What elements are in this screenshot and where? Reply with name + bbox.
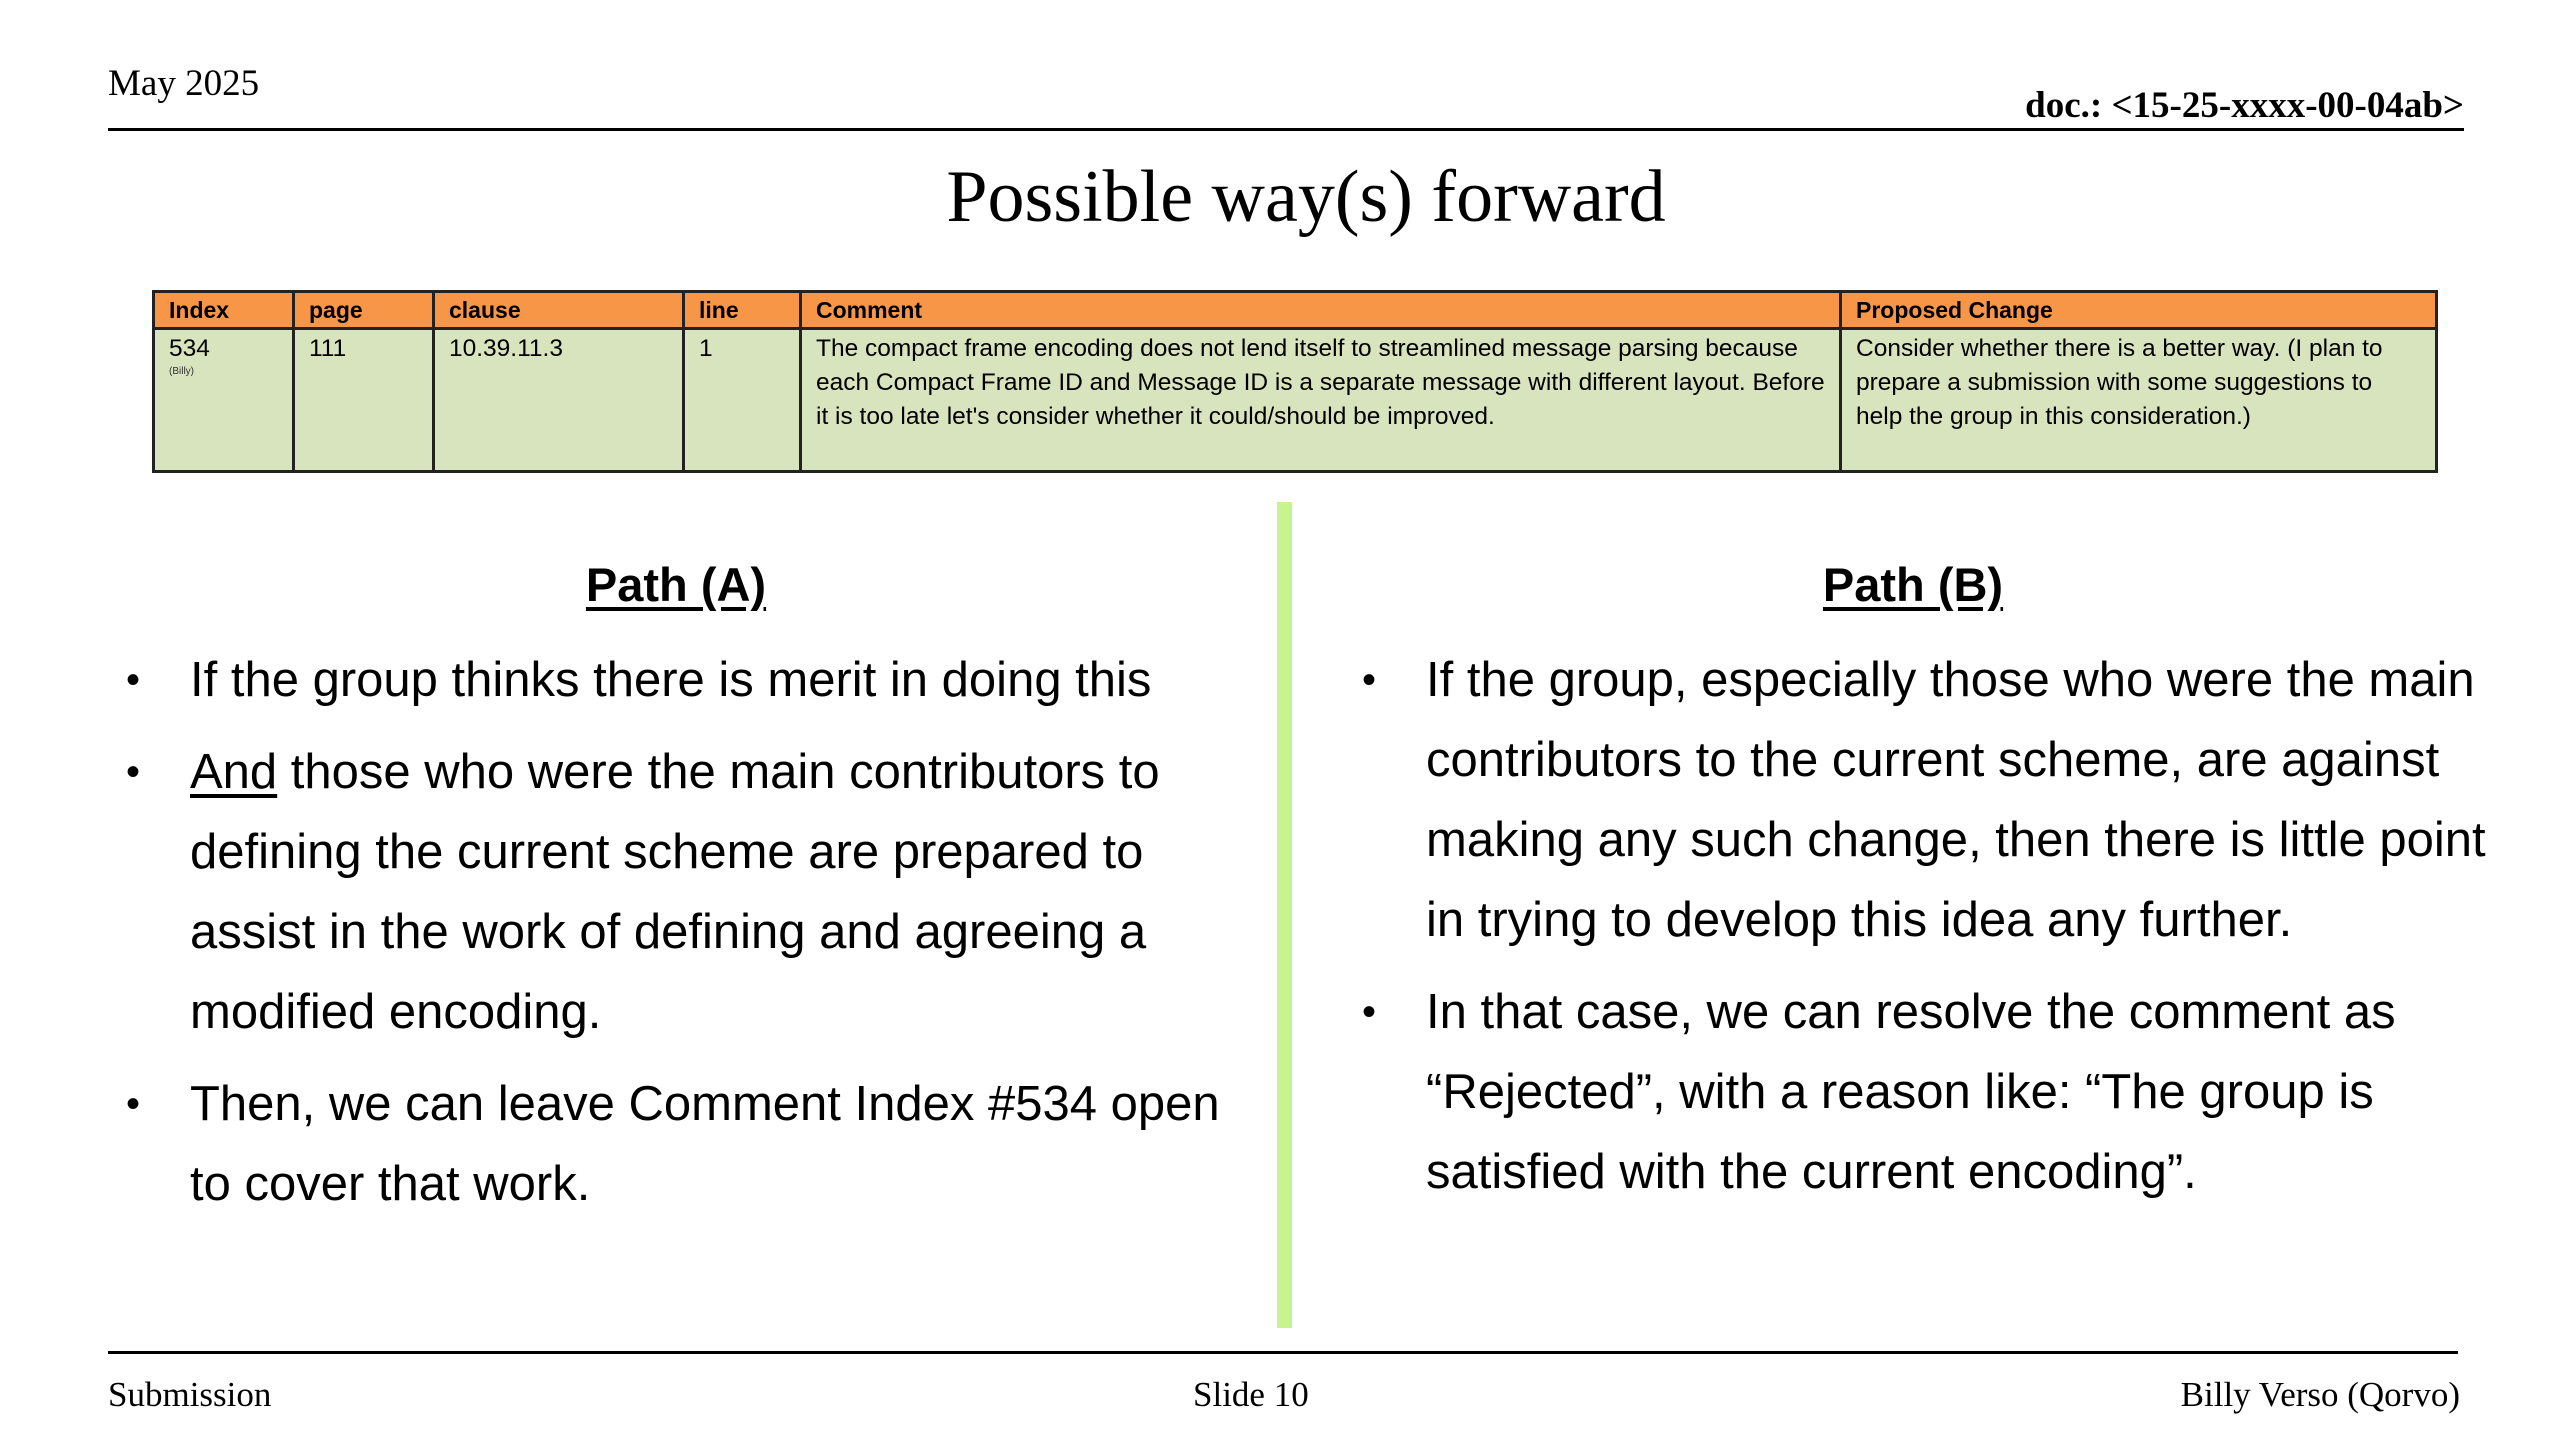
list-item	[108, 732, 1258, 1052]
footer-slide-number: Slide 10	[1193, 1375, 1309, 1414]
cell-proposed-change: Consider whether there is a better way. (I plan to prepare a submission with some suggestions to help the group in this consideration.)	[1841, 329, 2437, 472]
footer-author: Billy Verso (Qorvo)	[2180, 1375, 2460, 1414]
comment-table	[152, 290, 2438, 473]
header-divider	[108, 128, 2464, 131]
bullet-icon: •	[1362, 990, 1377, 1034]
path-b-heading: Path (B)	[1822, 558, 2004, 611]
bullet-text: If the group, especially those who were the main contributors to the current scheme, are against making any such change, then there is little point in trying to develop this idea any further.	[1426, 653, 2486, 947]
cell-page: 111	[294, 329, 434, 472]
column-divider	[1277, 502, 1292, 1328]
bullet-icon: •	[126, 1082, 141, 1126]
path-a-bullet-list	[108, 640, 1258, 1236]
cell-index-value: 534	[169, 335, 210, 362]
footer-divider	[108, 1351, 2458, 1354]
slide-title: Possible way(s) forward	[946, 156, 1666, 238]
path-a-heading: Path (A)	[585, 558, 767, 611]
table-row	[154, 329, 2437, 472]
bullet-text: In that case, we can resolve the comment as “Rejected”, with a reason like: “The group is satisfied with the current encoding”.	[1426, 985, 2396, 1199]
cell-clause: 10.39.11.3	[434, 329, 684, 472]
table-header-proposed-change: Proposed Change	[1841, 292, 2437, 329]
table-header-line: line	[684, 292, 801, 329]
footer-submission: Submission	[108, 1375, 272, 1414]
path-b-bullet-list	[1344, 640, 2494, 1224]
header-date: May 2025	[108, 63, 260, 104]
list-item	[108, 1064, 1258, 1224]
cell-line: 1	[684, 329, 801, 472]
table-header-clause: clause	[434, 292, 684, 329]
bullet-icon: •	[126, 750, 141, 794]
list-item	[108, 640, 1258, 720]
table-header-row	[154, 292, 2437, 329]
bullet-text: those who were the main contributors to defining the current scheme are prepared to assist in the work of defining and agreeing a modified encoding.	[190, 745, 1160, 1039]
cell-index	[154, 329, 294, 472]
list-item	[1344, 640, 2494, 960]
table-header-comment: Comment	[801, 292, 1841, 329]
cell-comment: The compact frame encoding does not lend itself to streamlined message parsing because each Compact Frame ID and Message ID is a separate message with different layout. Before it is too late let's consider whether it could/should be improved.	[801, 329, 1841, 472]
bullet-text: If the group thinks there is merit in doing this	[190, 653, 1152, 707]
cell-index-author: (Billy)	[169, 366, 194, 377]
bullet-text: Then, we can leave Comment Index #534 open to cover that work.	[190, 1077, 1220, 1211]
header-doc-id: doc.: <15-25-xxxx-00-04ab>	[2025, 85, 2464, 126]
bullet-text-emphasis: And	[190, 745, 278, 799]
list-item	[1344, 972, 2494, 1212]
bullet-icon: •	[126, 658, 141, 702]
table-header-index: Index	[154, 292, 294, 329]
table-header-page: page	[294, 292, 434, 329]
bullet-icon: •	[1362, 658, 1377, 702]
